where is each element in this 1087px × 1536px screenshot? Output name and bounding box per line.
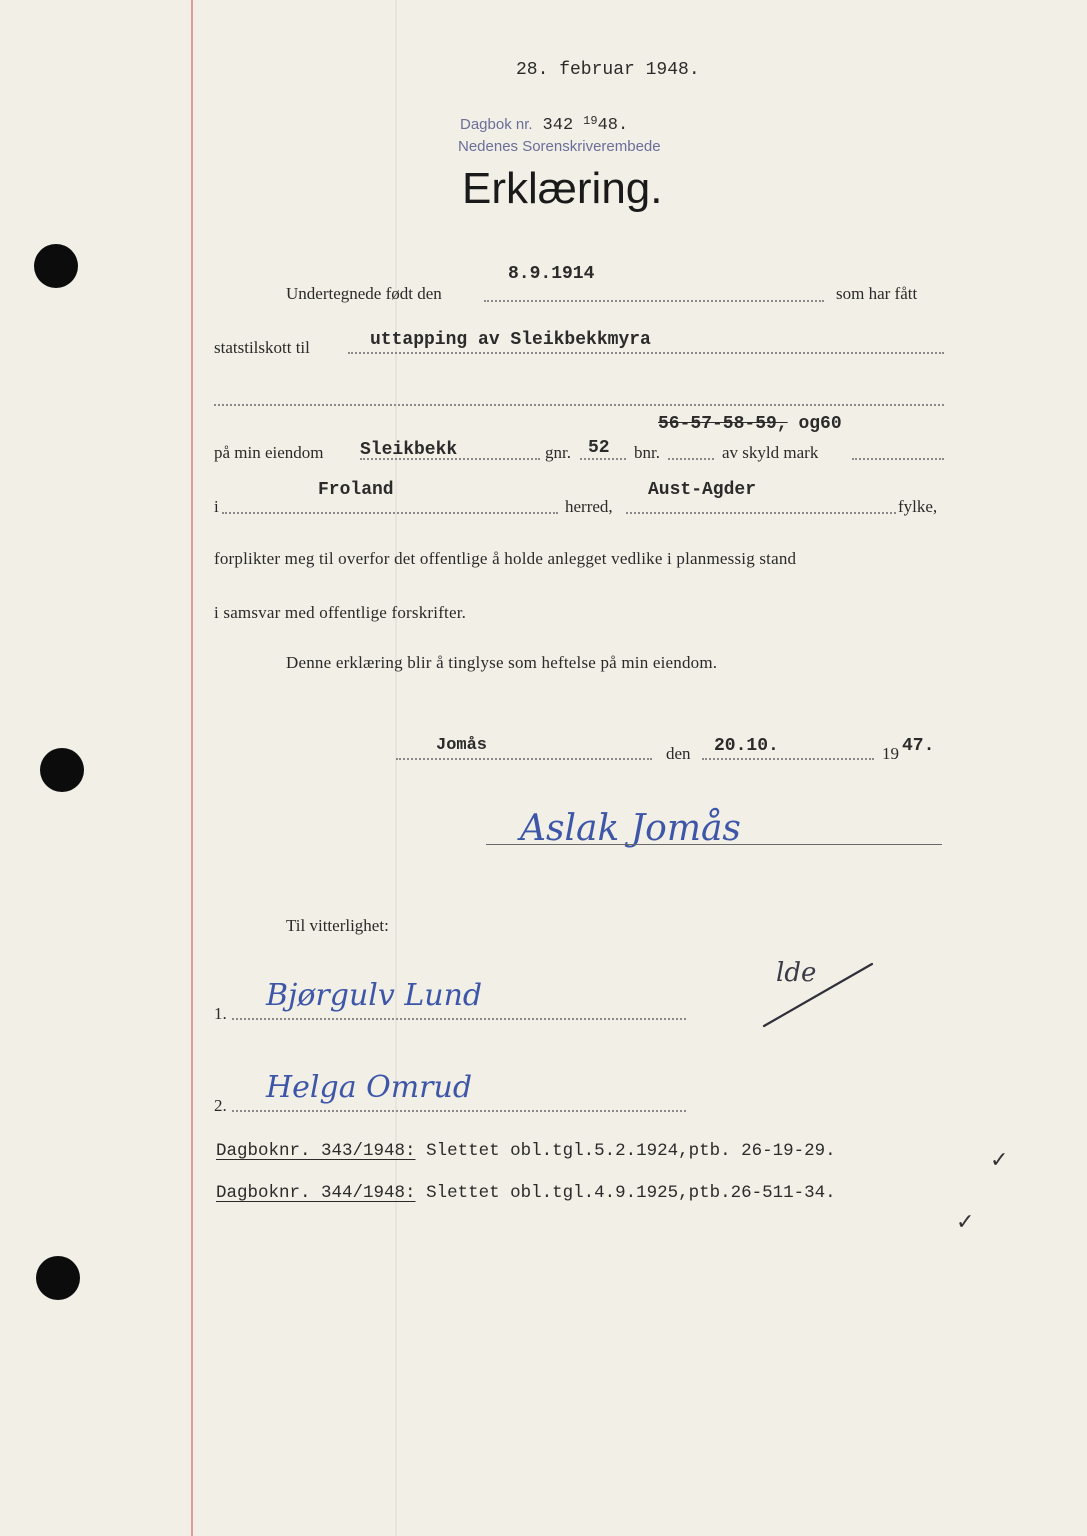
stamp-number: 342: [542, 116, 574, 135]
herred-label: herred,: [565, 497, 613, 516]
journal-stamp: [460, 114, 628, 135]
witness-2-signature: Helga Omrud: [266, 1070, 473, 1105]
witness-1-line: [232, 1018, 686, 1020]
property-label: på min eiendom: [214, 443, 324, 462]
birth-date-line: [484, 300, 824, 302]
county-name: Aust-Agder: [648, 480, 757, 500]
punch-hole-bottom: [36, 1256, 80, 1300]
skyld-label: av skyld mark: [722, 443, 819, 462]
note-1-ref: Dagboknr. 343/1948:: [216, 1141, 416, 1161]
bnr-value: og60: [798, 414, 842, 434]
bnr-struck: 56-57-58-59,: [658, 414, 788, 434]
fylke-label: fylke,: [898, 497, 938, 516]
municipality-name: Froland: [318, 480, 394, 500]
header-date: 28. februar 1948.: [516, 60, 700, 80]
owner-signature: Aslak Jomås: [520, 808, 741, 849]
gnr-value: 52: [588, 438, 610, 458]
note-1: [216, 1141, 836, 1161]
subsidy-purpose: uttapping av Sleikbekkmyra: [370, 330, 651, 350]
witness-2-line: [232, 1110, 686, 1112]
den-label: den: [666, 744, 691, 763]
paragraph-line-2: i samsvar med offentlige forskrifter.: [214, 603, 467, 622]
owner-signature-line: [486, 844, 942, 845]
property-line: [360, 458, 540, 460]
skyld-line: [852, 458, 944, 460]
signing-place: Jomås: [436, 736, 488, 755]
witness-1-signature: Bjørgulv Lund: [266, 978, 483, 1013]
gnr-label: gnr.: [545, 443, 571, 462]
stamp-year-prefix: 19: [583, 114, 598, 128]
punch-hole-middle: [40, 748, 84, 792]
signing-year: 47.: [902, 736, 935, 756]
check-icon: ✓: [990, 1148, 1009, 1173]
stamp-label: Dagbok nr.: [460, 116, 533, 133]
note-2-text: Slettet obl.tgl.4.9.1925,ptb.26-511-34.: [426, 1183, 836, 1203]
signing-year-prefix: 19: [882, 744, 899, 763]
signing-date: 20.10.: [714, 736, 779, 756]
municipality-line: [222, 512, 558, 514]
birth-label: Undertegnede født den: [286, 284, 442, 303]
bnr-line: [668, 458, 714, 460]
note-2: [216, 1183, 836, 1203]
subsidy-line: [348, 352, 944, 354]
initials-stroke: [760, 958, 876, 1030]
fold-crease: [395, 0, 397, 1536]
witness-label: Til vitterlighet:: [286, 916, 389, 935]
initials: lde: [776, 958, 817, 988]
stamp-year: 48.: [597, 116, 629, 135]
gnr-line: [580, 458, 626, 460]
witness-2-number: 2.: [214, 1096, 227, 1115]
paragraph-2: Denne erklæring blir å tinglyse som heftelse på min eiendom.: [286, 653, 718, 672]
municipality-prefix: i: [214, 497, 219, 516]
margin-line: [191, 0, 193, 1536]
property-name: Sleikbekk: [360, 440, 458, 460]
stamp-office: Nedenes Sorenskriverembede: [458, 138, 661, 155]
county-line: [626, 512, 896, 514]
signing-date-line: [702, 758, 874, 760]
punch-hole-top: [34, 244, 78, 288]
bnr-label: bnr.: [634, 443, 660, 462]
birth-suffix: som har fått: [836, 284, 918, 303]
check-icon: ✓: [956, 1210, 975, 1235]
birth-date: 8.9.1914: [508, 264, 595, 284]
document-title: Erklæring.: [462, 164, 663, 213]
note-1-text: Slettet obl.tgl.5.2.1924,ptb. 26-19-29.: [426, 1141, 836, 1161]
signing-place-line: [396, 758, 652, 760]
witness-1-number: 1.: [214, 1004, 227, 1023]
paragraph-line-1: forplikter meg til overfor det offentlige å holde anlegget vedlike i planmessig stand: [214, 549, 797, 568]
blank-line: [214, 404, 944, 406]
bnr-numbers: [658, 414, 842, 434]
note-2-ref: Dagboknr. 344/1948:: [216, 1183, 416, 1203]
subsidy-label: statstilskott til: [214, 338, 310, 357]
